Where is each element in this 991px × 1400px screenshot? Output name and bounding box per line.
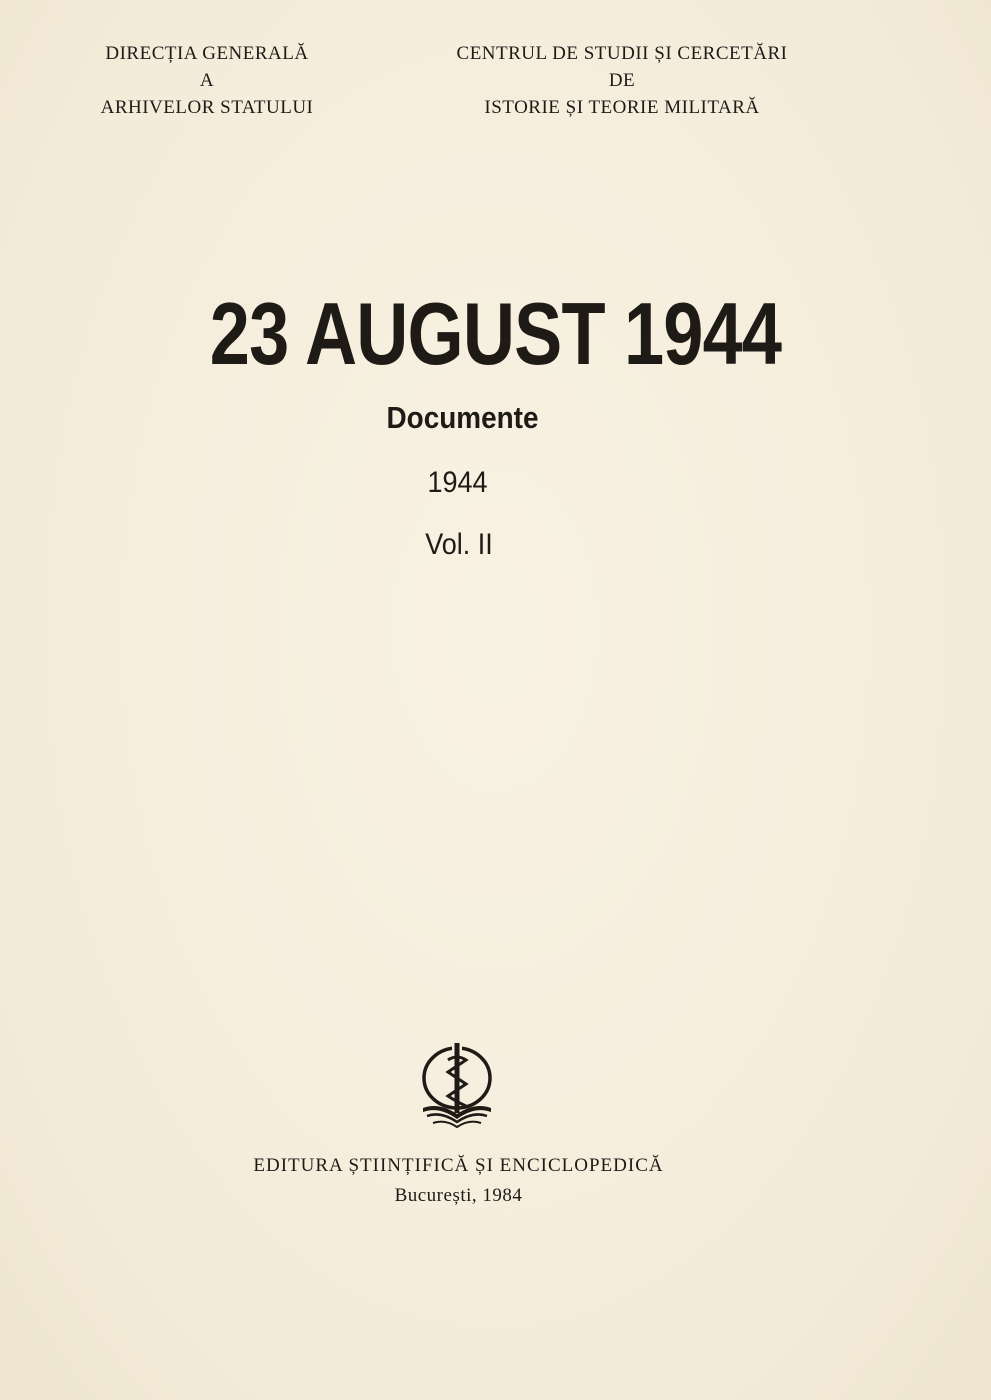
- header-left-line-3: ARHIVELOR STATULUI: [100, 97, 314, 118]
- book-year: 1944: [427, 466, 488, 499]
- volume-number: Vol. II: [425, 528, 493, 561]
- header-right-line-1: CENTRUL DE STUDII ȘI CERCETĂRI: [456, 43, 788, 64]
- header-left-institution: [62, 40, 352, 121]
- header-right-institution: [392, 40, 852, 121]
- publisher-name: EDITURA ȘTIINȚIFICĂ ȘI ENCICLOPEDICĂ: [253, 1155, 664, 1176]
- publication-place-date: București, 1984: [394, 1185, 523, 1206]
- header-left-line-2: A: [199, 70, 215, 91]
- book-title: 23 AUGUST 1944: [209, 284, 782, 383]
- book-subtitle: Documente: [386, 400, 539, 435]
- header-right-line-3: ISTORIE ȘI TEORIE MILITARĂ: [484, 97, 760, 118]
- header-right-line-2: DE: [608, 70, 636, 91]
- publisher-emblem-icon: [415, 1040, 499, 1130]
- header-left-line-1: DIRECȚIA GENERALĂ: [105, 43, 309, 64]
